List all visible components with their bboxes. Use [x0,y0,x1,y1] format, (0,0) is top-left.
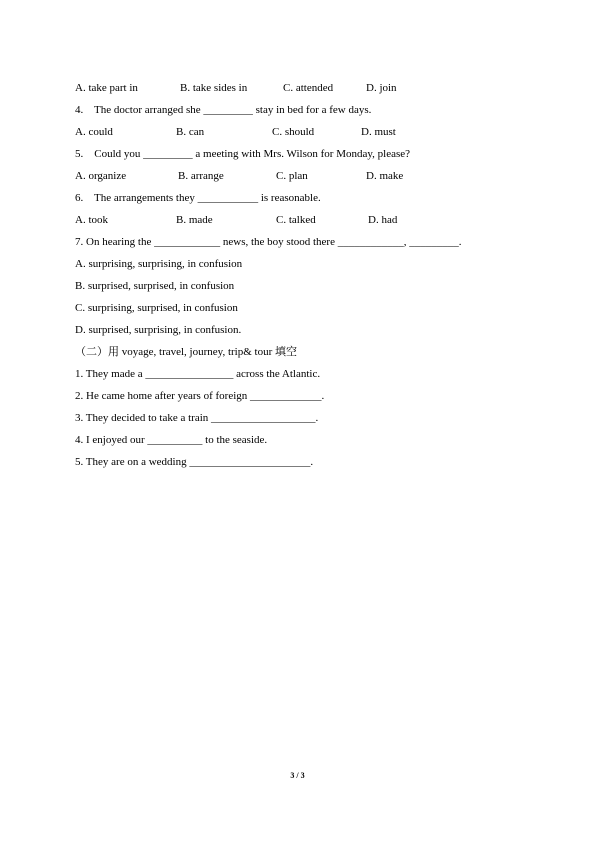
section2-heading: （二）用 voyage, travel, journey, trip& tour 填空 [75,346,297,358]
section2-item-2: 2. He came home after years of foreign _____________. [75,390,325,402]
q6-option-a: A. took [75,214,108,226]
section2-item-5: 5. They are on a wedding ______________________. [75,456,314,468]
q4-option-b: B. can [176,126,205,138]
q3-option-a: A. take part in [75,82,138,94]
section2-item-4: 4. I enjoyed our __________ to the seaside. [75,434,268,446]
q4-option-d: D. must [361,126,396,138]
q5-option-c: C. plan [276,170,308,182]
section2-item-3: 3. They decided to take a train ___________________. [75,412,319,424]
q5-option-a: A. organize [75,170,127,182]
q7-option-d: D. surprised, surprising, in confusion. [75,324,242,336]
q3-option-c: C. attended [283,82,334,94]
page-number: 3 / 3 [290,771,305,780]
q7-stem: 7. On hearing the ____________ news, the boy stood there ____________, _________. [75,236,462,248]
q7-option-a: A. surprising, surprising, in confusion [75,258,243,270]
q4-stem: 4. The doctor arranged she _________ stay in bed for a few days. [75,104,372,116]
q6-stem: 6. The arrangements they ___________ is reasonable. [75,192,321,204]
q6-option-c: C. talked [276,214,316,226]
q6-option-d: D. had [368,214,398,226]
section2-item-1: 1. They made a ________________ across the Atlantic. [75,368,321,380]
q5-option-d: D. make [366,170,404,182]
q7-option-c: C. surprising, surprised, in confusion [75,302,238,314]
q4-option-a: A. could [75,126,113,138]
q7-option-b: B. surprised, surprised, in confusion [75,280,235,292]
q5-option-b: B. arrange [178,170,224,182]
q3-option-d: D. join [366,82,397,94]
q3-option-b: B. take sides in [180,82,248,94]
q5-stem: 5. Could you _________ a meeting with Mrs. Wilson for Monday, please? [75,148,411,160]
q4-option-c: C. should [272,126,315,138]
q6-option-b: B. made [176,214,213,226]
